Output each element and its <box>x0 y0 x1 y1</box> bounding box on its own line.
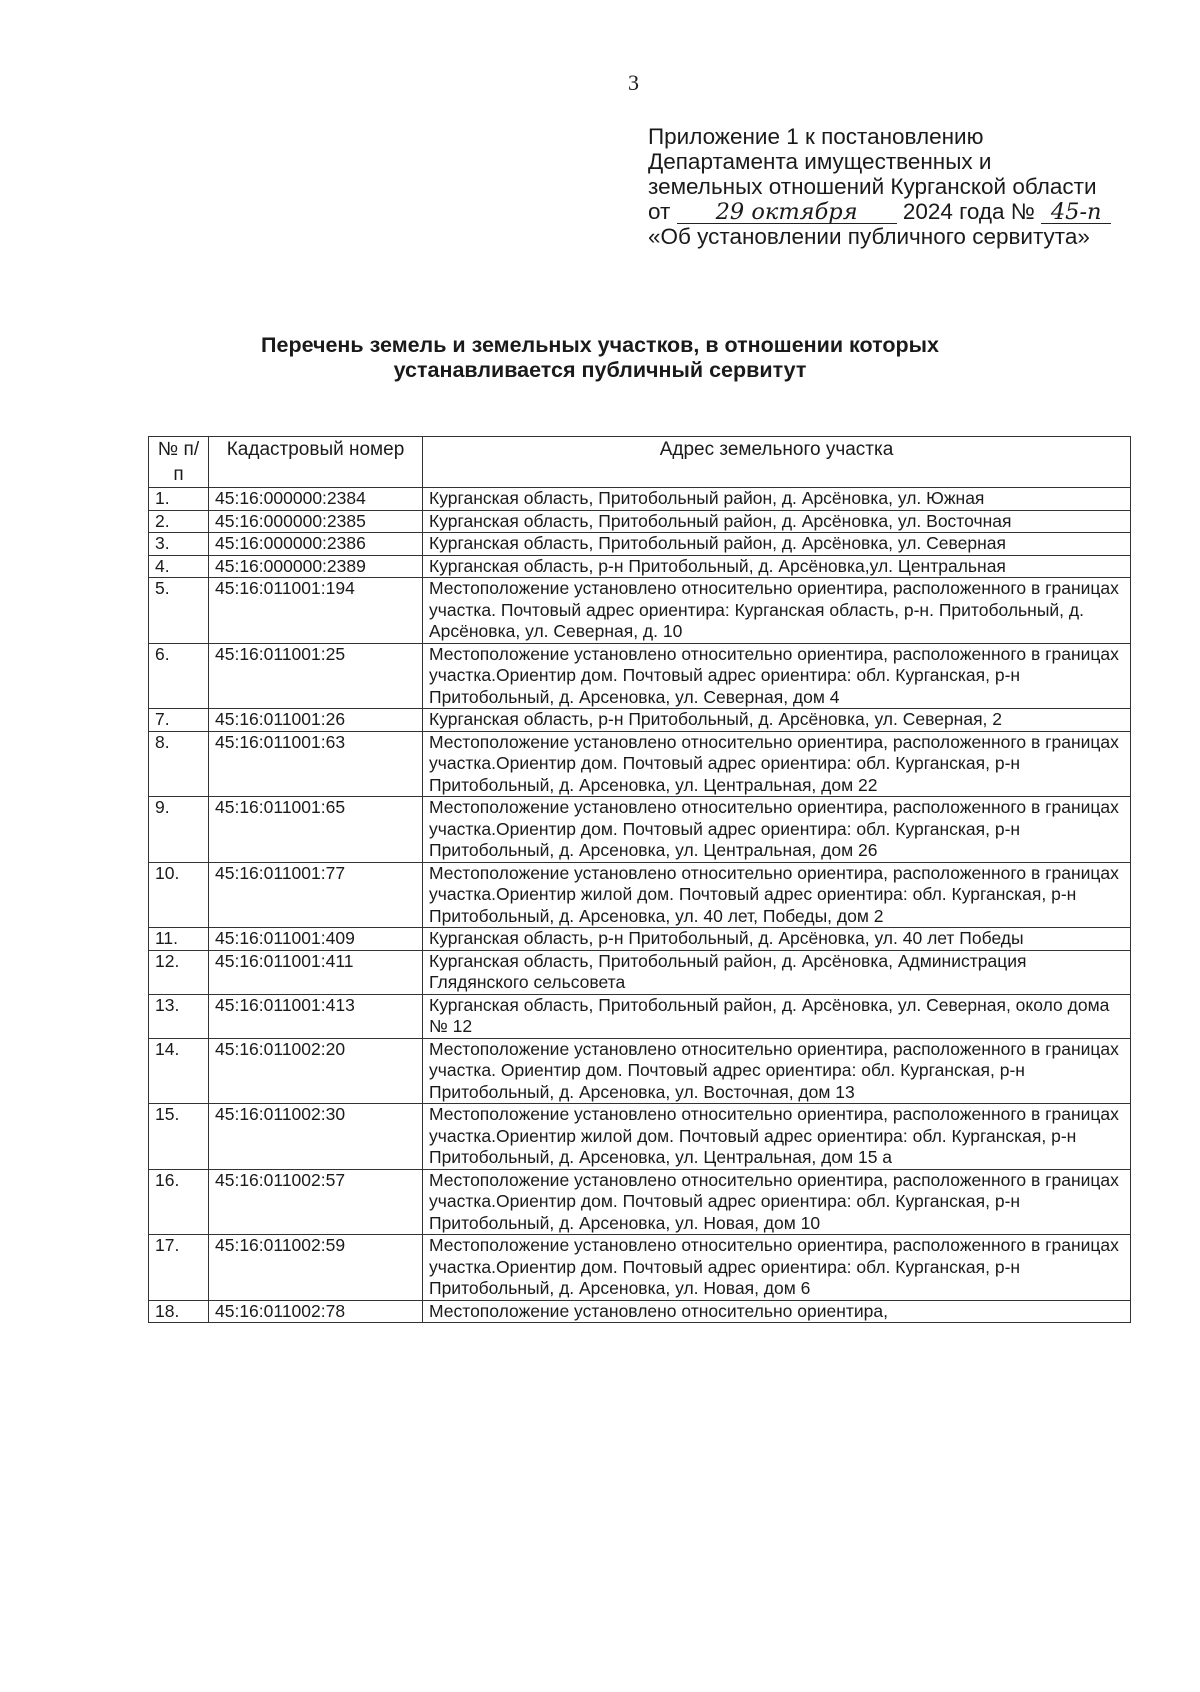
row-number: 10. <box>149 862 209 928</box>
cadastral-number: 45:16:011001:65 <box>209 797 423 863</box>
row-number: 1. <box>149 488 209 511</box>
parcel-address: Местоположение установлено относительно ориентира, расположенного в границах участка. Почтовый адрес ориентира: Курганская область, р-н. Притобольный, д. Арсёновка, ул. Северная, д. 10 <box>423 578 1131 644</box>
row-number: 18. <box>149 1300 209 1323</box>
cadastral-number: 45:16:000000:2385 <box>209 510 423 533</box>
row-number: 5. <box>149 578 209 644</box>
row-number: 12. <box>149 950 209 994</box>
header-cadastral: Кадастровый номер <box>209 437 423 488</box>
table-row <box>149 555 1131 578</box>
row-number: 17. <box>149 1235 209 1301</box>
row-number: 4. <box>149 555 209 578</box>
table-row <box>149 1300 1131 1323</box>
table-row <box>149 510 1131 533</box>
table-row <box>149 928 1131 951</box>
appendix-line-3: земельных отношений Курганской области <box>648 174 1097 199</box>
table-row <box>149 488 1131 511</box>
cadastral-number: 45:16:011001:413 <box>209 994 423 1038</box>
parcel-address: Местоположение установлено относительно ориентира, <box>423 1300 1131 1323</box>
appendix-line-5: «Об установлении публичного сервитута» <box>648 224 1090 249</box>
parcel-address: Курганская область, р-н Притобольный, д. Арсёновка, ул. 40 лет Победы <box>423 928 1131 951</box>
row-number: 8. <box>149 731 209 797</box>
handwritten-number: 45-п <box>1041 201 1111 224</box>
parcel-address: Местоположение установлено относительно ориентира, расположенного в границах участка. Ориентир дом. Почтовый адрес ориентира: обл. Курганская, р-н Притобольный, д. Арсеновка, ул. Восточная, дом 13 <box>423 1038 1131 1104</box>
cadastral-number: 45:16:000000:2384 <box>209 488 423 511</box>
row-number: 2. <box>149 510 209 533</box>
handwritten-date: 29 октября <box>677 201 897 224</box>
cadastral-number: 45:16:011001:25 <box>209 643 423 709</box>
table-row <box>149 1038 1131 1104</box>
cadastral-number: 45:16:011002:78 <box>209 1300 423 1323</box>
table-row <box>149 1104 1131 1170</box>
cadastral-number: 45:16:011001:409 <box>209 928 423 951</box>
appendix-date-line <box>648 199 1168 224</box>
row-number: 7. <box>149 709 209 732</box>
row-number: 13. <box>149 994 209 1038</box>
row-number: 9. <box>149 797 209 863</box>
table-row <box>149 994 1131 1038</box>
parcel-address: Курганская область, Притобольный район, д. Арсёновка, Администрация Глядянского сельсовета <box>423 950 1131 994</box>
table-row <box>149 578 1131 644</box>
cadastral-number: 45:16:011001:194 <box>209 578 423 644</box>
table-row <box>149 950 1131 994</box>
table-row <box>149 1235 1131 1301</box>
date-prefix: от <box>648 199 671 224</box>
row-number: 15. <box>149 1104 209 1170</box>
parcel-address: Курганская область, Притобольный район, д. Арсёновка, ул. Северная <box>423 533 1131 556</box>
parcel-address: Местоположение установлено относительно ориентира, расположенного в границах участка.Ориентир жилой дом. Почтовый адрес ориентира: обл. Курганская, р-н Притобольный, д. Арсеновка, ул. Центральная, дом 15 а <box>423 1104 1131 1170</box>
cadastral-number: 45:16:000000:2386 <box>209 533 423 556</box>
page-number: 3 <box>628 70 639 95</box>
cadastral-number: 45:16:011002:59 <box>209 1235 423 1301</box>
row-number: 16. <box>149 1169 209 1235</box>
parcel-address: Местоположение установлено относительно ориентира, расположенного в границах участка.Ориентир дом. Почтовый адрес ориентира: обл. Курганская, р-н Притобольный, д. Арсеновка, ул. Центральная, дом 26 <box>423 797 1131 863</box>
parcel-address: Курганская область, р-н Притобольный, д. Арсёновка,ул. Центральная <box>423 555 1131 578</box>
cadastral-number: 45:16:011002:57 <box>209 1169 423 1235</box>
table-row <box>149 731 1131 797</box>
cadastral-number: 45:16:011001:77 <box>209 862 423 928</box>
row-number: 6. <box>149 643 209 709</box>
title-line-2: устанавливается публичный сервитут <box>393 358 807 382</box>
cadastral-number: 45:16:011002:20 <box>209 1038 423 1104</box>
header-address: Адрес земельного участка <box>423 437 1131 488</box>
parcels-table <box>148 436 1131 1323</box>
table-row <box>149 533 1131 556</box>
cadastral-number: 45:16:011001:63 <box>209 731 423 797</box>
appendix-block <box>648 124 1168 249</box>
cadastral-number: 45:16:011001:411 <box>209 950 423 994</box>
header-number: № п/п <box>149 437 209 488</box>
parcel-address: Местоположение установлено относительно ориентира, расположенного в границах участка.Ориентир дом. Почтовый адрес ориентира: обл. Курганская, р-н Притобольный, д. Арсеновка, ул. Новая, дом 6 <box>423 1235 1131 1301</box>
parcel-address: Курганская область, Притобольный район, д. Арсёновка, ул. Северная, около дома № 12 <box>423 994 1131 1038</box>
table-row <box>149 643 1131 709</box>
row-number: 3. <box>149 533 209 556</box>
parcel-address: Курганская область, р-н Притобольный, д. Арсёновка, ул. Северная, 2 <box>423 709 1131 732</box>
row-number: 14. <box>149 1038 209 1104</box>
title-line-1: Перечень земель и земельных участков, в отношении которых <box>261 333 939 357</box>
parcel-address: Курганская область, Притобольный район, д. Арсёновка, ул. Восточная <box>423 510 1131 533</box>
parcel-address: Местоположение установлено относительно ориентира, расположенного в границах участка.Ориентир жилой дом. Почтовый адрес ориентира: обл. Курганская, р-н Притобольный, д. Арсеновка, ул. 40 лет, Победы, дом 2 <box>423 862 1131 928</box>
table-row <box>149 797 1131 863</box>
table-row <box>149 709 1131 732</box>
year-text: 2024 года № <box>902 199 1035 224</box>
row-number: 11. <box>149 928 209 951</box>
appendix-line-2: Департамента имущественных и <box>648 149 992 174</box>
appendix-line-1: Приложение 1 к постановлению <box>648 124 984 149</box>
table-header-row <box>149 437 1131 488</box>
cadastral-number: 45:16:011002:30 <box>209 1104 423 1170</box>
document-title <box>200 333 1000 383</box>
table-row <box>149 862 1131 928</box>
cadastral-number: 45:16:011001:26 <box>209 709 423 732</box>
parcel-address: Курганская область, Притобольный район, д. Арсёновка, ул. Южная <box>423 488 1131 511</box>
parcel-address: Местоположение установлено относительно ориентира, расположенного в границах участка.Ориентир дом. Почтовый адрес ориентира: обл. Курганская, р-н Притобольный, д. Арсеновка, ул. Новая, дом 10 <box>423 1169 1131 1235</box>
cadastral-number: 45:16:000000:2389 <box>209 555 423 578</box>
parcel-address: Местоположение установлено относительно ориентира, расположенного в границах участка.Ориентир дом. Почтовый адрес ориентира: обл. Курганская, р-н Притобольный, д. Арсеновка, ул. Северная, дом 4 <box>423 643 1131 709</box>
table-row <box>149 1169 1131 1235</box>
parcel-address: Местоположение установлено относительно ориентира, расположенного в границах участка.Ориентир дом. Почтовый адрес ориентира: обл. Курганская, р-н Притобольный, д. Арсеновка, ул. Центральная, дом 22 <box>423 731 1131 797</box>
